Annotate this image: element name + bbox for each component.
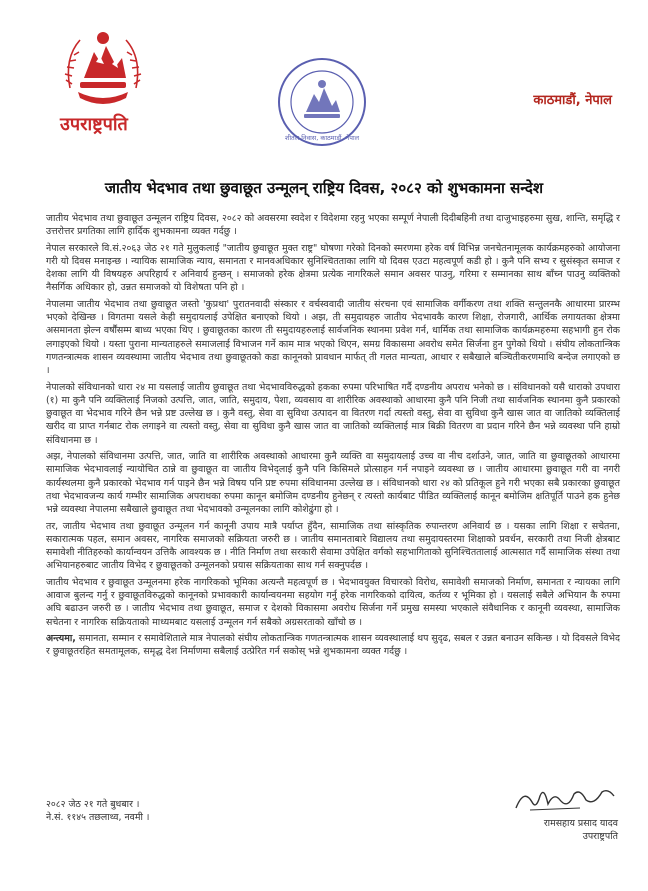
place-label: काठमाडौं, नेपाल	[533, 93, 612, 108]
signature-image	[510, 782, 620, 816]
date-block	[46, 798, 149, 825]
office-seal-stamp	[276, 56, 368, 148]
seal-text: शीतल निवास, काठमाडौं, नेपाल	[284, 134, 360, 142]
message-title: जातीय भेदभाव तथा छुवाछूत उन्मूलन् राष्ट्रिय दिवस, २०८२ को शुभकामना सन्देश	[104, 179, 544, 197]
closing-text: समानता, सम्मान र समावेशिताले मात्र नेपालको संघीय लोकतान्त्रिक गणतन्त्रात्मक शासन व्यवस्थालाई थप सुदृढ, सबल र उन्नत बनाउन सकिन्छ । यो दिवसले विभेद र छुवाछूतरहित समतामूलक, समृद्ध देश निर्माणमा सबैलाई उत्प्रेरित गर्न सकोस् भन्ने शुभकामना व्यक्त गर्दछु ।	[46, 632, 620, 658]
paragraph: अझ, नेपालको संविधानमा उत्पत्ति, जात, जाति वा शारीरिक अवस्थाको आधारमा कुनै व्यक्ति वा समुदायलाई उच्च वा नीच दर्शाउने, जात, जाति वा छुवाछूतको आधारमा सामाजिक भेदभावलाई न्यायोचित ठान्ने वा छुवाछूत वा जातीय विभेद्लाई कुनै पनि किसिमले प्रोत्साहन गर्न नपाइने व्यवस्था छ । जातीय आधारमा छुवाछूत गरी वा नगरी कार्यस्थलमा कुनै प्रकारको भेदभाव गर्न पाइने छैन भन्ने विषय पनि प्रष्ट रुपमा संविधानमा उल्लेख छ । संविधानको धारा २४ को प्रतिकूल हुने गरी भएका सबै प्रकारका छुवाछूत तथा भेदभावजन्य कार्य गम्भीर सामाजिक अपराधका रुपमा कानून बमोजिम दण्डनीय हुनेछन् र त्यस्तो कार्यबाट पीडित व्यक्तिलाई कानून बमोजिम क्षतिपूर्ति पाउने हक हुनेछ भन्ने व्यवस्था नेपालमा सबैखाले छुवाछूत तथा भेदभावको उन्मूलनका लागि कोशेढुंगा हो ।	[46, 451, 620, 516]
paragraph: नेपालको संविधानको धारा २४ मा यसलाई जातीय छुवाछूत तथा भेदभावविरुद्धको हकका रुपमा परिभाषित गर्दै दण्डनीय अपराध भनेको छ । संविधानको यसै धाराको उपधारा (१) मा कुनै पनि व्यक्तिलाई निजको उत्पत्ति, जात, जाति, समुदाय, पेशा, व्यवसाय वा शारीरिक अवस्थाको आधारमा कुनै पनि निजी तथा सार्वजनिक स्थानमा कुनै प्रकारको छुवाछूत वा भेदभाव गरिने छैन भन्ने प्रष्ट उल्लेख छ । कुनै वस्तु, सेवा वा सुविधा उत्पादन वा वितरण गर्दा त्यस्तो वस्तु, सेवा वा सुविधा कुनै खास जात वा जातिको व्यक्तिलाई खरीद वा प्राप्त गर्नबाट रोक लगाइने वा त्यस्तो वस्तु, सेवा वा सुविधा कुनै खास जात वा जातिको व्यक्तिलाई मात्र बिक्री वितरण वा प्रदान गरिने छैन भन्ने व्यवस्था पनि हाम्रो संविधानमा छ ।	[46, 381, 620, 446]
paragraph: नेपाल सरकारले वि.सं.२०६३ जेठ २१ गते मुलुकलाई "जातीय छुवाछूत मुक्त राष्ट्र" घोषणा गरेको दिनको स्मरणमा हरेक वर्ष विभिन्न जनचेतनामूलक कार्यक्रमहरुको आयोजना गरी यो दिवस मनाइन्छ । न्यायिक सामाजिक न्याय, समानता र मानवअधिकार सुनिश्चितताका लागि यो दिवस एउटा महत्वपूर्ण कडी हो । कुनै पनि सभ्य र सुसंस्कृत समाज र देशका लागि यी विषयहरु अपरिहार्य र अनिवार्य हुन्छन् । समाजको हरेक क्षेत्रमा प्रत्येक नागरिकले समान अवसर पाउनु, गरिमा र सम्मानका साथ बाँच्न पाउनु व्यक्तिको नैसर्गिक अधिकार हो, उन्नत समाजको यो विशेषता पनि हो ।	[46, 242, 620, 294]
closing-lead: अन्त्यमा,	[46, 632, 76, 644]
closing-paragraph	[46, 632, 620, 659]
office-title: उपराष्ट्रपति	[60, 114, 128, 135]
signer-title: उपराष्ट्रपति	[582, 831, 618, 843]
message-body	[46, 212, 620, 662]
signer-name: रामसहाय प्रसाद यादव	[543, 818, 618, 829]
paragraph: नेपालमा जातीय भेदभाव तथा छुवाछूत जस्तो 'कुप्रथा' पुरातनवादी संस्कार र वर्चस्ववादी जातीय संरचना एवं सामाजिक वर्गीकरण तथा शक्ति सन्तुलनकै आधारमा प्रारम्भ भएको देखिन्छ । विगतमा यसले केही समुदायलाई उपेक्षित बनाएको थियो । अझ, ती समुदायहरु जातीय भेदभावकै कारण शिक्षा, रोजगारी, आर्थिक लगायतका क्षेत्रमा असमानता झेल्न वर्षौंसम्म बाध्य भएका थिए । छुवाछूतका कारण ती समुदायहरुलाई सार्वजनिक स्थानमा प्रवेश गर्न, धार्मिक तथा सामाजिक कार्यक्रमहरुमा सहभागी हुन रोक लगाइएको थियो । यस्ता पुराना मान्यताहरुले समाजलाई विभाजन गर्ने काम मात्र भएको थिएन, समग्र विकासमा अवरोध समेत सिर्जना हुन पुगेको थियो । संघीय लोकतान्त्रिक गणतन्त्रात्मक शासन व्यवस्थामा जातीय भेदभाव तथा छुवाछूतको कडा कानूनको प्रावधान मार्फत् ती गलत मान्यता, आधार र सबैखाले बञ्चितीकरणमाथि बन्देज लगाएको छ ।	[46, 298, 620, 377]
date-line: ने.सं. ११४५ तछलाथ्व, नवमी ।	[46, 812, 150, 824]
signer-block	[544, 817, 618, 844]
national-emblem-icon	[60, 18, 146, 110]
paragraph: तर, जातीय भेदभाव तथा छुवाछूत उन्मूलन गर्न कानूनी उपाय मात्रै पर्याप्त हुँदैन, सामाजिक तथा सांस्कृतिक रुपान्तरण अनिवार्य छ । यसका लागि शिक्षा र सचेतना, सकारात्मक पहल, समान अवसर, नागरिक समाजको सक्रियता जरुरी छ । जातीय समानताबारे विद्यालय तथा समुदायस्तरमा शिक्षाको प्रवर्धन, सरकारी तथा निजी क्षेत्रबाट समावेशी नीतिहरुको कार्यान्वयन उत्तिकै आवश्यक छ । नीति निर्माण तथा सरकारी सेवामा उपेक्षित वर्गको सहभागिताको सुनिश्चिततालाई आत्मसात गर्दै सामाजिक संस्था तथा अभियानहरुबाट जातीय विभेद र छुवाछूतको उन्मूलनको प्रयास सक्रियताका साथ गर्न सक्नुपर्दछ ।	[46, 520, 621, 572]
date-line: २०८२ जेठ २१ गते बुधबार ।	[46, 799, 140, 810]
paragraph: जातीय भेदभाव र छुवाछूत उन्मूलनमा हरेक नागरिकको भूमिका अत्यन्तै महत्वपूर्ण छ । भेदभावयुक्त विचारको विरोध, समावेशी समाजको निर्माण, समानता र न्यायका लागि आवाज बुलन्द गर्नु र छुवाछूतविरुद्धको कानूनको प्रभावकारी कार्यान्वयनमा सहयोग गर्नु हरेक नागरिकको दायित्व, कर्तव्य र भूमिका हो । यसलाई सबैले अभियान कै रुपमा अघि बढाउन जरुरी छ । जातीय भेदभाव तथा छुवाछूत, समाज र देशको विकासमा अवरोध सिर्जना गर्ने प्रमुख समस्या भएकाले संवैधानिक र कानूनी व्यवस्था, सामाजिक सचेतना र नागरिक सक्रियताको माध्यमबाट यसलाई उन्मूलन गर्न सबैको अग्रसरताको खाँचो छ ।	[46, 576, 620, 628]
paragraph: जातीय भेदभाव तथा छुवाछूत उन्मूलन राष्ट्रिय दिवस, २०८२ को अवसरमा स्वदेश र विदेशमा रहनु भएका सम्पूर्ण नेपाली दिदीबहिनी तथा दाजुभाइहरुमा सुख, शान्ति, समृद्धि र उत्तरोत्तर प्रगतिका लागि हार्दिक शुभकामना व्यक्त गर्दछु ।	[46, 213, 620, 238]
